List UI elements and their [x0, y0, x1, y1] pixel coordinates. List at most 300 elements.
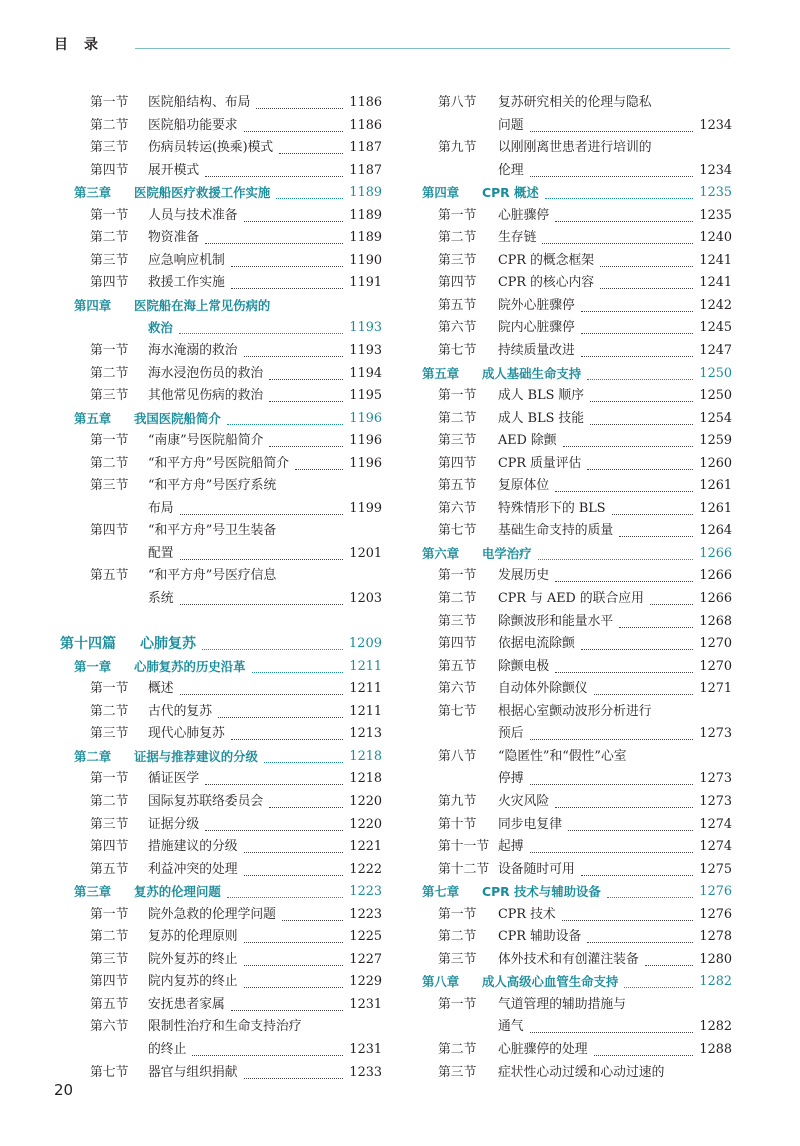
toc-entry-label: 第四节: [438, 636, 477, 652]
toc-entry: [60, 363, 382, 386]
toc-entry: [420, 633, 732, 656]
toc-entry-label: 第三节: [438, 1064, 477, 1080]
toc-entry-label: 第三节: [90, 951, 129, 967]
toc-entry-label: 第九节: [438, 140, 477, 156]
header-rule: [135, 48, 730, 49]
toc-entry-page: 1241: [699, 252, 732, 268]
toc-entry-page: 1211: [349, 703, 382, 719]
toc-entry: [420, 1062, 732, 1085]
toc-entry-label: 第六节: [438, 320, 477, 336]
dot-leader: [231, 729, 344, 740]
toc-entry-title: 古代的复苏: [148, 703, 212, 719]
dot-leader: [218, 707, 343, 718]
toc-entry-page: 1223: [349, 906, 382, 922]
toc-entry: [60, 250, 382, 273]
toc-entry-title: 医院船医疗救援工作实施: [134, 185, 271, 201]
dot-leader: [530, 842, 694, 853]
dot-leader: [231, 256, 344, 267]
toc-entry-page: 1254: [699, 410, 732, 426]
toc-entry-title: 复苏的伦理问题: [134, 884, 221, 900]
toc-entry-title: 成人高级心血管生命支持: [482, 974, 619, 990]
toc-entry-label: 第四节: [90, 275, 129, 291]
toc-entry: [420, 565, 732, 588]
dot-leader: [555, 571, 693, 582]
toc-entry-title: 问题: [498, 117, 524, 133]
toc-entry-page: 1211: [349, 658, 382, 674]
toc-entry-label: 第九节: [438, 793, 477, 809]
toc-entry-page: 1189: [349, 207, 382, 223]
toc-entry: [60, 768, 382, 791]
dot-leader: [180, 504, 344, 515]
toc-entry-label: 第二节: [90, 117, 129, 133]
toc-entry-label: 第五章: [74, 410, 112, 426]
toc-entry-title: 症状性心动过缓和心动过速的: [498, 1064, 665, 1080]
dot-leader: [192, 1045, 343, 1056]
toc-entry: [60, 723, 382, 746]
toc-entry-page: 1193: [349, 320, 382, 336]
toc-entry-label: 第四节: [90, 974, 129, 990]
toc-entry-page: 1274: [699, 839, 732, 855]
toc-entry-page: 1278: [699, 929, 732, 945]
toc-entry: [420, 723, 732, 746]
toc-entry-label: 第二节: [438, 230, 477, 246]
toc-entry-page: 1229: [349, 974, 382, 990]
toc-entry-page: 1218: [349, 771, 382, 787]
toc-entry-label: 第二节: [90, 929, 129, 945]
toc-entry-title: 设备随时可用: [498, 861, 575, 877]
toc-entry: [60, 115, 382, 138]
dot-leader: [594, 684, 694, 695]
toc-entry-label: 第四节: [438, 455, 477, 471]
toc-entry-title: 成人基础生命支持: [482, 365, 582, 381]
dot-leader: [244, 932, 344, 943]
toc-entry-page: 1266: [699, 591, 732, 607]
toc-entry-label: 第四章: [74, 297, 112, 313]
toc-entry-page: 1260: [699, 455, 732, 471]
toc-entry: [60, 160, 382, 183]
toc-entry-title: 布局: [148, 500, 174, 516]
toc-entry-label: 第七节: [90, 1064, 129, 1080]
toc-entry-title: 成人 BLS 技能: [498, 410, 584, 426]
toc-entry-title: 气道管理的辅助措施与: [498, 996, 626, 1012]
toc-entry-title: 物资准备: [148, 230, 200, 246]
toc-entry-label: 第五节: [90, 568, 129, 584]
toc-entry-label: 第三节: [438, 433, 477, 449]
toc-entry: [60, 1062, 382, 1085]
toc-entry-page: 1259: [699, 433, 732, 449]
toc-entry-title: 院内复苏的终止: [148, 974, 238, 990]
toc-entry-page: 1190: [349, 252, 382, 268]
toc-entry-label: 第二节: [438, 929, 477, 945]
dot-leader: [562, 910, 694, 921]
dot-leader: [227, 887, 344, 898]
toc-entry-page: 1245: [699, 320, 732, 336]
toc-entry-label: 第一节: [438, 207, 477, 223]
toc-entry-label: 第二节: [438, 591, 477, 607]
toc-entry-title: 现代心肺复苏: [148, 726, 225, 742]
toc-entry-label: 第三节: [90, 726, 129, 742]
dot-leader: [231, 1000, 344, 1011]
dot-leader: [252, 662, 344, 673]
header-title: 目录: [54, 37, 114, 53]
toc-entry-label: 第六节: [438, 500, 477, 516]
dot-leader: [607, 887, 694, 898]
toc-entry-label: 第二节: [438, 410, 477, 426]
dot-leader: [227, 414, 344, 425]
dot-leader: [590, 414, 693, 425]
toc-entry-page: 1194: [349, 365, 382, 381]
toc-entry-page: 1273: [699, 771, 732, 787]
toc-entry-title: 循证医学: [148, 771, 200, 787]
toc-entry: [420, 205, 732, 228]
toc-entry-label: 第一节: [90, 681, 129, 697]
dot-leader: [295, 459, 343, 470]
toc-entry: [420, 949, 732, 972]
toc-entry-title: “南康”号医院船简介: [148, 433, 264, 449]
toc-entry: [60, 971, 382, 994]
dot-leader: [205, 233, 343, 244]
dot-leader: [269, 391, 343, 402]
dot-leader: [179, 323, 344, 334]
toc-entry-page: 1276: [699, 906, 732, 922]
toc-entry-page: 1227: [349, 951, 382, 967]
dot-leader: [555, 797, 693, 808]
toc-entry-page: 1266: [699, 545, 732, 561]
toc-entry-label: 第五节: [438, 478, 477, 494]
dot-leader: [594, 1045, 694, 1056]
toc-entry-page: 1209: [348, 636, 382, 652]
toc-entry-label: 第二节: [438, 1041, 477, 1057]
toc-entry-label: 第十二节: [438, 861, 490, 877]
toc-entry: [420, 859, 732, 882]
toc-entry-title: 心肺复苏: [140, 636, 196, 653]
dot-leader: [542, 233, 693, 244]
dot-leader: [581, 323, 694, 334]
toc-entry-page: 1273: [699, 726, 732, 742]
toc-entry-title: 医院船结构、布局: [148, 95, 251, 110]
dot-leader: [264, 752, 344, 763]
toc-entry-label: 第二章: [74, 748, 112, 764]
dot-leader: [530, 729, 694, 740]
toc-entry-page: 1250: [699, 365, 732, 381]
dot-leader: [244, 955, 344, 966]
toc-entry-page: 1196: [349, 455, 382, 471]
toc-entry-title: 复苏的伦理原则: [148, 929, 238, 945]
dot-leader: [244, 121, 344, 132]
toc-entry: [60, 520, 382, 543]
toc-entry: [60, 836, 382, 859]
toc-entry: [420, 160, 732, 183]
dot-leader: [581, 639, 694, 650]
toc-entry-label: 第三章: [74, 884, 112, 900]
toc-entry-title: CPR 技术与辅助设备: [482, 884, 601, 900]
toc-entry-label: 第四节: [90, 162, 129, 178]
toc-entry: [420, 295, 732, 318]
toc-entry-label: 第一节: [90, 343, 129, 359]
toc-entry: [60, 317, 382, 340]
toc-entry-label: 第五节: [438, 297, 477, 313]
toc-entry-label: 第五节: [90, 996, 129, 1012]
toc-entry-title: CPR 概述: [482, 185, 539, 201]
dot-leader: [600, 278, 693, 289]
toc-entry-page: 1187: [349, 162, 382, 178]
dot-leader: [205, 774, 343, 785]
dot-leader: [231, 278, 344, 289]
toc-entry-page: 1221: [349, 839, 382, 855]
toc-entry: [60, 543, 382, 566]
dot-leader: [205, 166, 343, 177]
toc-entry-page: 1280: [699, 951, 732, 967]
dot-leader: [619, 526, 693, 537]
toc-entry-title: 自动体外除颤仪: [498, 681, 588, 697]
toc-entry-title: 心肺复苏的历史沿革: [134, 658, 246, 674]
dot-leader: [563, 436, 694, 447]
toc-entry-page: 1201: [349, 545, 382, 561]
toc-entry-title: “和平方舟”号医疗信息: [148, 568, 277, 584]
toc-entry: [420, 588, 732, 611]
dot-leader: [256, 98, 343, 109]
toc-entry-title: 海水浸泡伤员的救治: [148, 365, 264, 381]
toc-entry-label: 第一节: [438, 996, 477, 1012]
toc-entry-title: 特殊情形下的 BLS: [498, 500, 606, 516]
dot-leader: [581, 346, 694, 357]
toc-entry-title: CPR 的概念框架: [498, 252, 595, 268]
dot-leader: [538, 549, 694, 560]
toc-entry-title: 通气: [498, 1019, 524, 1035]
dot-leader: [530, 1022, 694, 1033]
dot-leader: [282, 910, 343, 921]
toc-entry: [60, 565, 382, 588]
toc-entry: [420, 408, 732, 431]
toc-entry-page: 1261: [699, 478, 732, 494]
toc-entry-title: “和平方舟”号卫生装备: [148, 523, 277, 539]
toc-entry-title: 医院船在海上常见伤病的: [134, 297, 271, 313]
dot-leader: [269, 436, 343, 447]
toc-entry: [420, 385, 732, 408]
toc-entry-title: 医院船功能要求: [148, 117, 238, 133]
toc-entry-title: 证据与推荐建议的分级: [134, 748, 258, 764]
toc-entry: [60, 881, 382, 904]
toc-entry-page: 1242: [699, 297, 732, 313]
toc-entry: [420, 453, 732, 476]
dot-leader: [530, 774, 694, 785]
toc-entry-page: 1266: [699, 568, 732, 584]
toc-entry-title: 院外心脏骤停: [498, 297, 575, 313]
toc-entry-page: 1220: [349, 816, 382, 832]
toc-entry: [420, 92, 732, 115]
toc-entry-title: 院外复苏的终止: [148, 951, 238, 967]
toc-entry: [60, 994, 382, 1017]
dot-leader: [645, 955, 694, 966]
toc-entry-page: 1240: [699, 230, 732, 246]
toc-entry: [420, 926, 732, 949]
toc-entry: [420, 137, 732, 160]
toc-entry: [420, 768, 732, 791]
toc-entry-label: 第一节: [90, 906, 129, 922]
toc-entry-title: 体外技术和有创灌注装备: [498, 951, 639, 967]
toc-entry: [420, 701, 732, 724]
toc-entry-label: 第八章: [422, 974, 460, 990]
toc-entry-label: 第四节: [90, 523, 129, 539]
toc-entry-title: 复原体位: [498, 478, 550, 494]
toc-entry: [60, 295, 382, 318]
toc-entry-label: 第二节: [90, 703, 129, 719]
toc-entry-title: 起搏: [498, 839, 524, 855]
toc-entry: [420, 814, 732, 837]
toc-entry-label: 第五节: [90, 861, 129, 877]
dot-leader: [530, 121, 694, 132]
toc-entry: [420, 791, 732, 814]
toc-entry-page: 1186: [349, 117, 382, 133]
dot-leader: [244, 842, 344, 853]
toc-entry-title: 成人 BLS 顺序: [498, 388, 584, 404]
toc-entry-title: 救治: [148, 320, 173, 336]
toc-entry-label: 第一节: [438, 906, 477, 922]
toc-entry: [420, 656, 732, 679]
toc-entry-title: 展开模式: [148, 162, 200, 178]
toc-entry-title: 心脏骤停的处理: [498, 1041, 588, 1057]
toc-entry: [60, 272, 382, 295]
toc-entry-label: 第三节: [90, 478, 129, 494]
toc-entry: [60, 182, 382, 205]
toc-entry-label: 第十一节: [438, 839, 490, 855]
toc-entry-label: 第二节: [90, 365, 129, 381]
toc-entry-page: 1186: [349, 95, 382, 110]
toc-entry: [60, 746, 382, 769]
dot-leader: [205, 820, 343, 831]
toc-entry-title: 火灾风险: [498, 793, 550, 809]
toc-entry: [420, 250, 732, 273]
toc-entry-label: 第一节: [90, 433, 129, 449]
toc-entry-page: 1233: [349, 1064, 382, 1080]
toc-entry: [60, 678, 382, 701]
toc-entry: [60, 701, 382, 724]
toc-entry-title: 其他常见伤病的救治: [148, 388, 264, 404]
toc-entry-page: 1231: [349, 996, 382, 1012]
toc-entry-title: CPR 的核心内容: [498, 275, 595, 291]
toc-entry-label: 第三节: [438, 613, 477, 629]
toc-entry: [420, 836, 732, 859]
toc-entry-label: 第三节: [90, 388, 129, 404]
toc-entry-page: 1218: [349, 748, 382, 764]
toc-entry-title: 复苏研究相关的伦理与隐私: [498, 95, 652, 110]
toc-entry: [60, 656, 382, 679]
toc-entry-page: 1234: [699, 162, 732, 178]
toc-entry-title: 持续质量改进: [498, 343, 575, 359]
toc-entry-title: “和平方舟”号医院船简介: [148, 455, 290, 471]
toc-left-column: [60, 92, 382, 1084]
toc-entry-label: 第四节: [90, 839, 129, 855]
toc-entry: [420, 498, 732, 521]
toc-entry-title: 发展历史: [498, 568, 550, 584]
toc-entry: [420, 746, 732, 769]
toc-entry: [60, 949, 382, 972]
toc-entry-label: 第一节: [90, 771, 129, 787]
dot-leader: [244, 1068, 344, 1079]
toc-entry-title: 心脏骤停: [498, 207, 550, 223]
toc-entry-title: 以刚刚离世患者进行培训的: [498, 140, 652, 156]
toc-entry-label: 第六章: [422, 545, 460, 561]
toc-entry-label: 第十四篇: [60, 636, 116, 653]
toc-entry-title: 伤病员转运(换乘)模式: [148, 140, 274, 156]
toc-entry-title: AED 除颤: [498, 433, 557, 449]
toc-entry-title: 生存链: [498, 230, 537, 246]
dot-leader: [624, 977, 693, 988]
toc-entry: [420, 1016, 732, 1039]
dot-leader: [568, 820, 693, 831]
toc-entry-label: 第五节: [438, 658, 477, 674]
toc-entry: [60, 340, 382, 363]
toc-entry: [420, 611, 732, 634]
toc-entry-label: 第一节: [438, 568, 477, 584]
toc-entry: [420, 904, 732, 927]
toc-entry: [60, 1016, 382, 1039]
toc-entry: [420, 1039, 732, 1062]
toc-entry: [420, 971, 732, 994]
toc-entry-title: 限制性治疗和生命支持治疗: [148, 1019, 302, 1035]
toc-entry-page: 1234: [699, 117, 732, 133]
dot-leader: [269, 369, 343, 380]
toc-entry-page: 1282: [699, 1019, 732, 1035]
dot-leader: [530, 166, 694, 177]
toc-entry-title: CPR 辅助设备: [498, 929, 582, 945]
toc-entry-page: 1193: [349, 343, 382, 359]
toc-entry: [420, 227, 732, 250]
toc-entry-title: 的终止: [148, 1041, 187, 1057]
toc-entry-page: 1189: [349, 185, 382, 201]
toc-entry-label: 第八节: [438, 748, 477, 764]
toc-entry: [60, 904, 382, 927]
toc-entry-label: 第三节: [90, 140, 129, 156]
dot-leader: [244, 865, 344, 876]
dot-leader: [279, 143, 343, 154]
toc-entry-page: 1274: [699, 816, 732, 832]
dot-leader: [244, 977, 344, 988]
toc-entry-page: 1222: [349, 861, 382, 877]
toc-entry-page: 1199: [349, 500, 382, 516]
toc-entry-label: 第六节: [438, 681, 477, 697]
toc-entry-label: 第六节: [90, 1019, 129, 1035]
toc-entry-title: 安抚患者家属: [148, 996, 225, 1012]
dot-leader: [180, 684, 344, 695]
toc-entry-label: 第三节: [90, 252, 129, 268]
toc-entry-label: 第一节: [90, 95, 129, 110]
toc-entry: [60, 205, 382, 228]
toc-entry-label: 第三章: [74, 185, 112, 201]
toc-entry: [60, 859, 382, 882]
toc-entry-title: 依据电流除颤: [498, 636, 575, 652]
toc-entry-page: 1271: [699, 681, 732, 697]
toc-entry-page: 1196: [349, 433, 382, 449]
toc-entry: [420, 115, 732, 138]
toc-entry-title: 海水淹溺的救治: [148, 343, 238, 359]
dot-leader: [276, 188, 343, 199]
toc-entry-title: 应急响应机制: [148, 252, 225, 268]
toc-entry: [60, 498, 382, 521]
toc-right-column: [420, 92, 732, 1084]
toc-entry: [60, 453, 382, 476]
toc-entry-title: 利益冲突的处理: [148, 861, 238, 877]
toc-entry-title: CPR 与 AED 的联合应用: [498, 591, 644, 607]
toc-entry: [60, 814, 382, 837]
toc-entry-page: 1195: [349, 388, 382, 404]
toc-entry-title: 基础生命支持的质量: [498, 523, 614, 539]
toc-entry-page: 1288: [699, 1041, 732, 1057]
toc-entry-label: 第十节: [438, 816, 477, 832]
toc-entry-page: 1261: [699, 500, 732, 516]
toc-entry-title: 除颤波形和能量水平: [498, 613, 614, 629]
toc-entry: [60, 791, 382, 814]
